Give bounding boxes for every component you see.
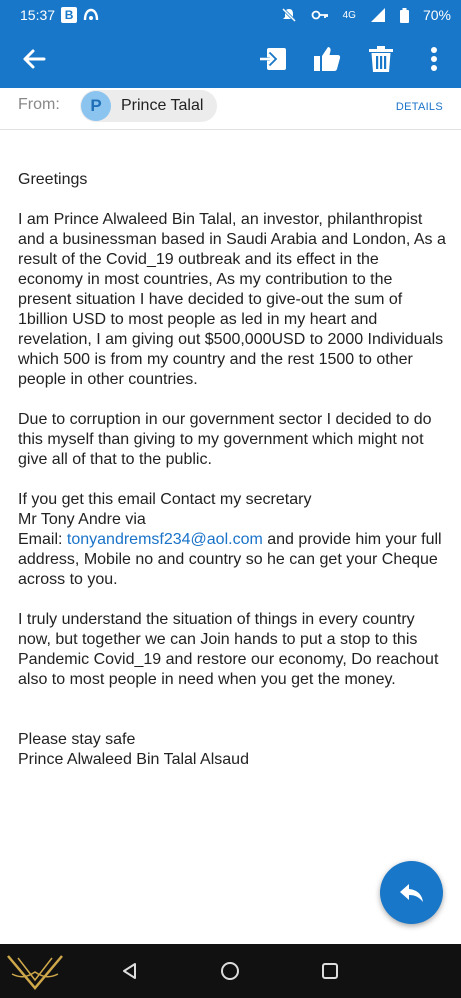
contact-line-1: If you get this email Contact my secretary	[18, 491, 312, 508]
reply-icon	[399, 882, 425, 904]
message-paragraph-4: I truly understand the situation of things in every country now, but together we can Join hands to put a stop to this Pandemic Covid_19 and restore our economy, Do reachout also to most people in need when you get the money.	[18, 611, 439, 688]
signature-line-2: Prince Alwaleed Bin Talal Alsaud	[18, 751, 249, 768]
status-bar	[0, 0, 461, 30]
message-paragraph-2: Due to corruption in our government sector I decided to do this myself than giving to my government which might not give all of that to the public.	[18, 411, 432, 468]
delete-icon	[368, 45, 394, 73]
move-to-folder-icon	[258, 46, 288, 72]
app-toolbar	[0, 30, 461, 88]
from-row	[0, 88, 461, 130]
more-options-button[interactable]	[418, 43, 450, 75]
nav-home-button[interactable]	[219, 960, 241, 982]
battery-icon	[400, 8, 409, 23]
contact-rest: and provide him your full address, Mobile no and country so he can get your Cheque across to you.	[18, 531, 442, 588]
nav-back-button[interactable]	[119, 960, 141, 982]
arrow-left-icon	[18, 43, 50, 75]
nav-recents-icon	[320, 961, 340, 981]
signature	[18, 730, 448, 770]
sender-avatar: P	[81, 91, 111, 121]
sender-chip[interactable]	[80, 90, 217, 122]
more-vert-icon	[430, 46, 438, 72]
nav-back-icon	[120, 961, 140, 981]
email-prefix: Email:	[18, 531, 67, 548]
message-paragraph-1: I am Prince Alwaleed Bin Talal, an investor, philanthropist and a businessman based in Saudi Arabia and London, As a result of the Covid_19 outbreak and its effect in the economy in most countries, As my contribution to the present situation I have decided to give-out the sum of 1billion USD to most people as led in my heart and revelation, I am giving out $500,000USD to 2000 Individuals which 500 is from my country and the rest 1500 to other people in other countries.	[18, 211, 446, 388]
message-paragraph-3	[18, 490, 448, 590]
reply-button[interactable]	[380, 861, 443, 924]
message-body	[18, 170, 448, 770]
battery-percent: 70%	[422, 7, 451, 23]
app-notification-icon	[83, 8, 99, 22]
nav-recents-button[interactable]	[319, 960, 341, 982]
contact-line-2: Mr Tony Andre via	[18, 511, 146, 528]
watermark-logo	[4, 948, 66, 994]
thumbs-up-icon	[312, 45, 342, 73]
signature-line-1: Please stay safe	[18, 731, 136, 748]
status-time: 15:37	[20, 7, 56, 23]
from-label: From:	[18, 96, 60, 113]
mute-icon	[281, 7, 297, 23]
system-nav-bar	[0, 944, 461, 998]
sender-name: Prince Talal	[121, 97, 204, 114]
signal-icon	[370, 7, 386, 23]
key-icon	[311, 9, 329, 21]
like-button[interactable]	[311, 43, 343, 75]
back-button[interactable]	[18, 43, 50, 75]
email-link[interactable]: tonyandremsf234@aol.com	[66, 531, 263, 548]
network-4g-icon: 4G	[342, 9, 356, 21]
delete-button[interactable]	[365, 43, 397, 75]
details-link[interactable]: DETAILS	[395, 101, 443, 113]
move-to-folder-button[interactable]	[257, 43, 289, 75]
nav-home-icon	[219, 960, 241, 982]
b-app-icon: B	[61, 7, 77, 23]
greeting: Greetings	[18, 171, 88, 188]
